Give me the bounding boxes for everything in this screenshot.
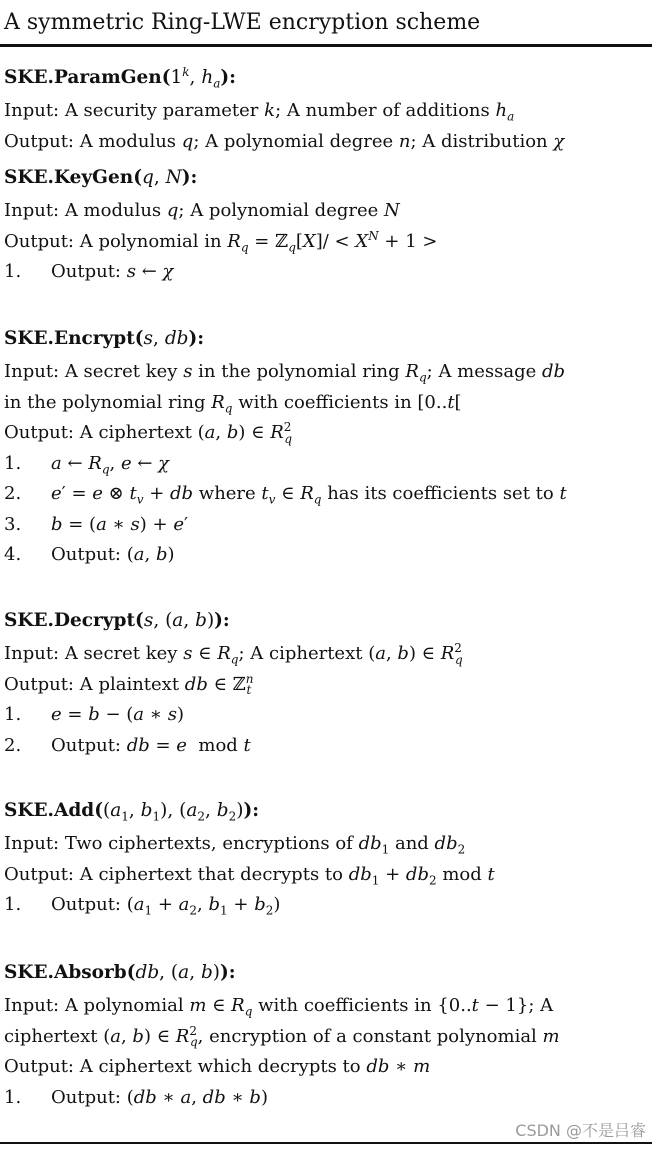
output-line: Output: A modulus q; A polynomial degree n; A distribution χ xyxy=(4,130,565,152)
step-1: 1. e = b − (a ∗ s) xyxy=(4,704,184,725)
section-absorb xyxy=(4,961,654,1113)
input-line-continued: in the polynomial ring $R_q$ with coefficients in [0..t[ xyxy=(4,391,462,416)
algorithm-name: SKE.ParamGen xyxy=(4,67,162,88)
input-line: Input: A secret key s ∈ $R_q$; A ciphertext (a, b) ∈ $R^2_q$ xyxy=(4,641,463,667)
section-heading: SKE.Decrypt(s, (a, b)): xyxy=(4,610,230,631)
step-3: 3. b = (a ∗ s) + e′ xyxy=(4,513,189,535)
input-line: Input: A modulus q; A polynomial degree N xyxy=(4,200,400,221)
section-heading: SKE.Encrypt(s, db): xyxy=(4,328,205,349)
step-1: 1. Output: ($a_1 + a_2$, $b_1 + b_2$) xyxy=(4,894,281,918)
page-title: A symmetric Ring-LWE encryption scheme xyxy=(4,10,481,35)
algorithm-name: SKE.Encrypt xyxy=(4,328,135,349)
step-2: 2. Output: db = e mod t xyxy=(4,734,251,756)
input-line: Input: A security parameter k; A number of additions $h_a$ xyxy=(4,100,515,124)
bottom-rule xyxy=(0,1142,652,1144)
algorithm-name: SKE.Absorb xyxy=(4,962,127,983)
section-heading: SKE.KeyGen(q, N): xyxy=(4,167,198,188)
section-add xyxy=(4,799,654,921)
section-heading: SKE.ParamGen(1$^k$, $h_a$): xyxy=(4,64,236,91)
section-heading: $SKE.Add((a_1$, $b_1$), ($a_2$, $b_2$)): xyxy=(4,800,260,824)
step-1: 1. a ← $R_q$, e ← χ xyxy=(4,452,170,477)
section-keygen xyxy=(4,166,654,288)
input-line-continued: ciphertext (a, b) ∈ $R^2_q$, encryption of a constant polynomial m xyxy=(4,1023,560,1050)
step-1: 1. Output: s ← χ xyxy=(4,261,174,282)
input-line: Input: A polynomial m ∈ $R_q$ with coefficients in {0..t − 1}; A xyxy=(4,995,554,1019)
output-line: Output: A plaintext db ∈ ℤ$^n_t$ xyxy=(4,671,254,698)
input-line: Input: A secret key s in the polynomial ring $R_q$; A message db xyxy=(4,361,566,385)
algorithm-name: SKE.Add xyxy=(4,800,95,821)
section-heading: SKE.Absorb(db, (a, b)): xyxy=(4,962,236,983)
section-decrypt xyxy=(4,609,654,761)
input-line: Input: Two ciphertexts, encryptions of $db_1$ and $db_2$ xyxy=(4,833,466,857)
section-paramgen xyxy=(4,66,654,157)
algorithm-name: SKE.KeyGen xyxy=(4,167,134,188)
output-line: Output: A ciphertext (a, b) ∈ $R^2_q$ xyxy=(4,420,293,446)
algorithm-name: SKE.Decrypt xyxy=(4,610,136,631)
output-line: Output: A ciphertext that decrypts to $db_1 + db_2$ mod t xyxy=(4,863,495,888)
top-rule xyxy=(0,44,652,47)
step-4: 4. Output: (a, b) xyxy=(4,544,175,565)
step-1: 1. Output: (db ∗ a, db ∗ b) xyxy=(4,1086,268,1108)
step-2: 2. e′ = e ⊗ $t_v$ + db where $t_v$ ∈ $R_q$ has its coefficients set to t xyxy=(4,483,567,507)
watermark: CSDN @不是吕睿 xyxy=(515,1121,646,1140)
output-line: Output: A ciphertext which decrypts to db ∗ m xyxy=(4,1056,431,1077)
section-encrypt xyxy=(4,327,654,571)
output-line: Output: A polynomial in $R_q$ = ℤ$_q$[X]/ < $X^N + 1$ > xyxy=(4,228,438,255)
